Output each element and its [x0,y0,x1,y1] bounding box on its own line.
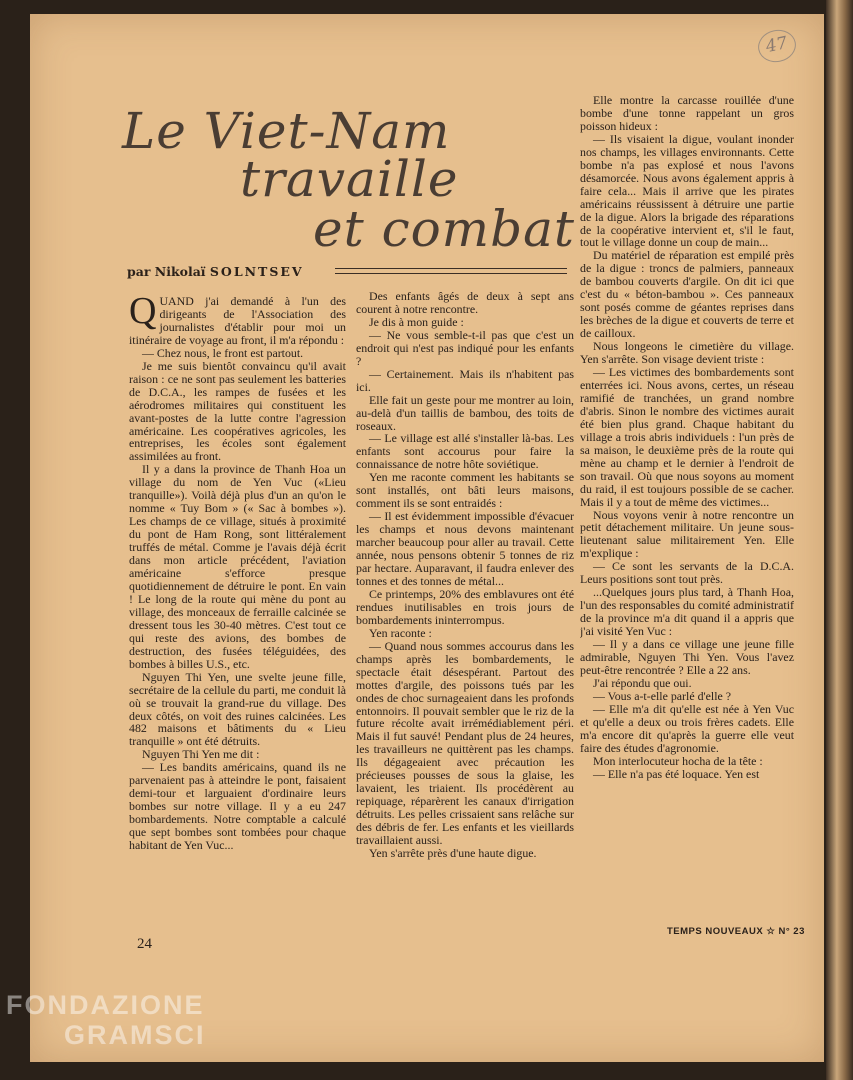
paragraph: Elle fait un geste pour me montrer au loin, au-delà d'un taillis de bambou, des toits de roseaux. [356,392,574,433]
title-line-3: et combat [313,200,576,258]
paragraph: Des enfants âgés de deux à sept ans courent à notre rencontre. [356,290,574,316]
paragraph: — Chez nous, le front est partout. [142,345,304,360]
paragraph: Nous voyons venir à notre rencontre un petit détachement militaire. Un jeune sous-lieutenant salue militairement Yen. Elle m'explique : [580,507,794,561]
paragraph-text: UAND j'ai demandé à l'un des dirigeants de l'Association des journalistes d'établir pour moi un itinéraire de voyage au front, il m'a répondu : [129,295,346,347]
paragraph: Du matériel de réparation est empilé près de la digue : troncs de palmiers, panneaux de bambou couverts d'argile. On dit ici que c'est du « béton-bambou ». Ces panneaux sont posés comme de géantes reprises dans les brèches de la digue et couverts de terre et de cailloux. [580,248,794,341]
paragraph: Je dis à mon guide : [369,314,464,329]
paragraph: — Ce sont les servants de la D.C.A. Leurs positions sont tout près. [580,559,794,587]
handwritten-number: 47 [763,33,790,58]
paragraph: Mon interlocuteur hocha de la tête : [593,753,763,768]
title-line-1: Le Viet-Nam [122,102,451,160]
paragraph: Yen s'arrête près d'une haute digue. [369,845,537,860]
paragraph: — Quand nous sommes accourus dans les champs après les bombardements, le spectacle était désespérant. Partout des mottes d'argile, des poissons tués par les ondes de choc surnageaient dans les profonds entonnoirs. Il pouvait sembler que le riz de la future récolte avait irrémédiablement péri. Mais il fut sauvé! Pendant plus de 24 heures, les travailleurs ne quittèrent pas les champs. Ils dégageaient avec précaution les précieuses pousses de sous la glaise, les lavaient, les triaient. Ils procédèrent au repiquage, réparèrent les canaux d'irrigation détruits. Les pelles crissaient sans relâche sur des débris de fer. Les enfants et les vieillards travaillaient aussi. [356,638,574,848]
paragraph: Yen raconte : [369,625,432,640]
page-number: 24 [137,936,152,952]
paragraph: — Elle n'a pas été loquace. Yen est [593,766,760,781]
paragraph: — Les bandits américains, quand ils ne parvenaient pas à atteindre le pont, faisaient demi-tour et larguaient d'ordinaire leurs bombes sur notre village. Il y a eu 247 bombardements. Notre comptable a calculé que sept bombes sont tombées pour chaque habitant de Yen Vuc... [129,760,346,853]
byline [127,264,567,284]
article-column-3 [580,94,794,912]
paragraph: — Ils visaient la digue, voulant inonder nos champs, les villages environnants. Cette bombe n'a pas explosé et nous l'avons désamorcée. Nous avons également appris à faire cela... Mais il arrive que les pirates américains réussissent à détruire une partie de la digue. Alors la brigade des réparations de la coopérative intervient et, s'il le faut, tout le village donne un coup de main... [580,131,794,250]
paragraph: Nguyen Thi Yen, une svelte jeune fille, secrétaire de la cellule du parti, me conduit là où se trouvait la grand-rue du village. Des deux côtés, on voit des ruines calcinées. Les 482 maisons et bâtiments du « Lieu tranquille » ont été détruits. [129,669,346,749]
paragraph: — Vous a-t-elle parlé d'elle ? [593,688,732,703]
paragraph: — Elle m'a dit qu'elle est née à Yen Vuc et qu'elle a deux ou trois frères cadets. Elle m'a encore dit qu'après la guerre elle veut faire des études d'agronomie. [580,701,794,755]
paragraph: — Le village est allé s'installer là-bas. Les enfants sont accourus pour faire la connaissance de notre hôte soviétique. [356,431,574,472]
paragraph: Ce printemps, 20% des emblavures ont été rendues inutilisables en trois jours de bombardements ininterrompus. [356,586,574,627]
paragraph: — Certainement. Mais ils n'habitent pas ici. [356,366,574,394]
paragraph: Elle montre la carcasse rouillée d'une bombe d'une tonne rappelant un gros poisson hideux : [580,94,794,133]
archive-watermark [6,990,206,1050]
paragraph [129,295,346,347]
paragraph: — Il est évidemment impossible d'évacuer les champs et nous devons maintenant marcher beaucoup pour aller au travail. Cette année, nous pensons obtenir 5 tonnes de riz par hectare. Auparavant, il faudra enlever des tonnes et des tonnes de métal... [356,509,574,588]
paragraph: Il y a dans la province de Thanh Hoa un village du nom de Yen Vuc («Lieu tranquille»). Voilà déjà plus d'un an qu'on le nomme « Tuy Bom » (« Sac à bombes »). Les champs de ce village, situés à proximité du pont de Ham Rong, sont littéralement truffés de métal. Comme je l'avais déjà écrit dans mon article précédent, l'aviation américaine s'efforce presque quotidiennement de détruire le pont. En vain ! Le long de la route qui mène du pont au village, des monceaux de ferraille calcinée se dressent tous les 30-40 mètres. C'est tout ce qui reste des avions, des bombes de destruction, des fusées téléguidées, des bombes à billes U.S., etc. [129,462,346,671]
magazine-footer: TEMPS NOUVEAUX ☆ N° 23 [667,926,805,937]
paragraph: J'ai répondu que oui. [593,675,692,690]
paragraph: Je me suis bientôt convaincu qu'il avait raison : ce ne sont pas seulement les batteries de D.C.A., les rampes de fusées et les aérodromes militaires qui constituent les avant-postes de la lutte contre l'agression américaine. Les coopératives agricoles, les entreprises, les écoles sont également assimilées au front. [129,358,346,464]
paragraph: Nguyen Thi Yen me dit : [142,747,260,762]
drop-cap: Q [129,295,157,332]
byline-text [127,264,304,279]
article-column-1 [129,295,346,920]
byline-rule-bottom [335,273,567,274]
paragraph: — Il y a dans ce village une jeune fille admirable, Nguyen Thi Yen. Vous l'avez peut-être rencontrée ? Elle a 22 ans. [580,637,794,677]
watermark-line-1: FONDAZIONE [6,990,205,1020]
paragraph: Yen me raconte comment les habitants se sont installés, ont bâti leurs maisons, comment ils se sont entraidés : [356,470,574,511]
article-column-2 [356,290,574,915]
paragraph: — Les victimes des bombardements sont enterrées ici. Nous avons, certes, un réseau ramifié de tranchées, un grand nombre d'abris. Sinon le nombre des victimes aurait été bien plus grand. Chaque habitant du village a trois abris individuels : l'un près de sa maison, le deuxième près de la route qui mène au champ et le dernier à l'endroit de son travail. Où que nous soyons au moment du raid, il est toujours possible de se cacher. Mais il y a tout de même des victimes... [580,365,794,509]
byline-prefix: par Nikolaï [127,264,206,279]
watermark-line-2: GRAMSCI [64,1020,206,1050]
byline-rule-top [335,268,567,269]
author-name: SOLNTSEV [209,264,304,279]
paragraph: ...Quelques jours plus tard, à Thanh Hoa, l'un des responsables du comité administratif de la province m'a dit quand il a appris que j'ai visité Yen Vuc : [580,585,794,639]
title-line-2: travaille [240,150,459,208]
book-spine [826,0,853,1080]
paragraph: Nous longeons le cimetière du village. Yen s'arrête. Son visage devient triste : [580,339,794,367]
paragraph: — Ne vous semble-t-il pas que c'est un endroit qui n'est pas indiqué pour les enfants ? [356,327,574,368]
